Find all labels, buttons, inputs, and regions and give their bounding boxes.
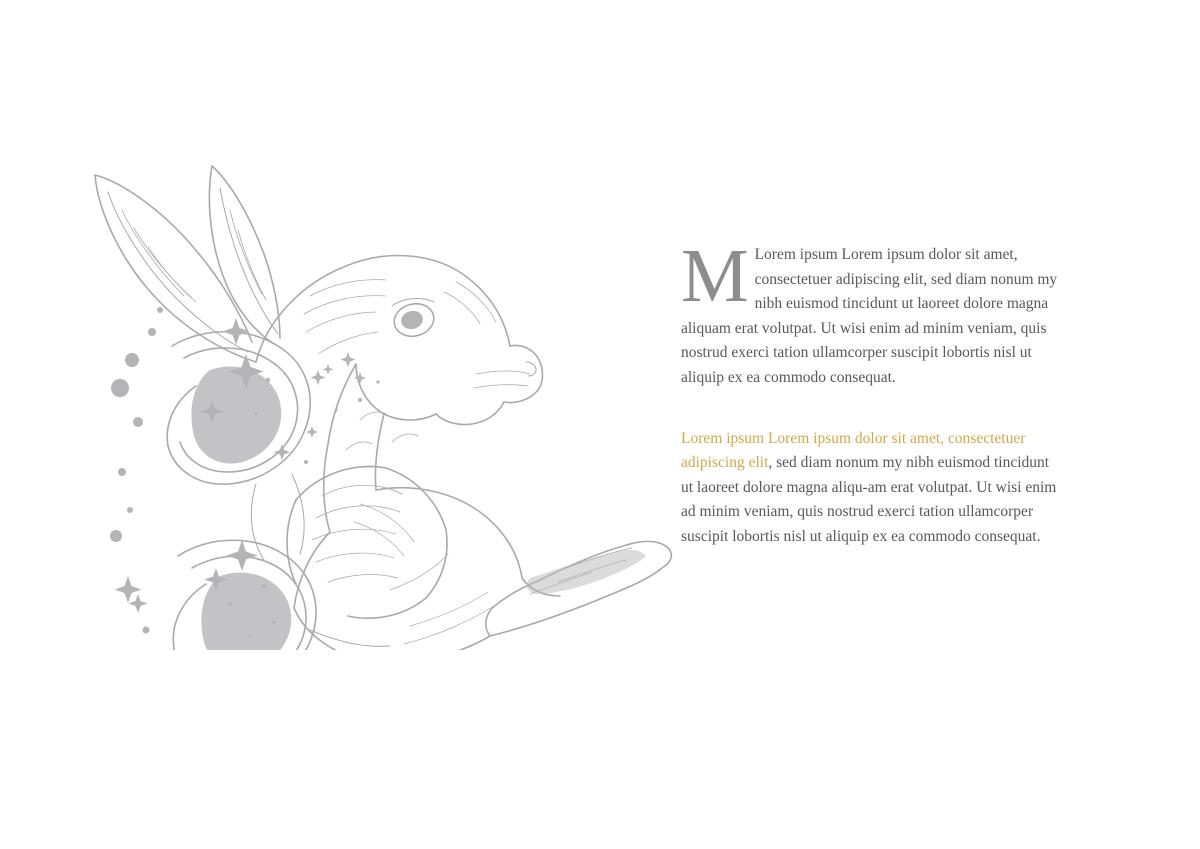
hare-illustration <box>60 70 680 650</box>
drop-cap-letter: M <box>681 234 749 318</box>
text-column <box>681 234 1061 565</box>
paragraph-one-text: Lorem ipsum Lorem ipsum dolor sit amet, consectetuer adipiscing elit, sed diam nonum my nibh euismod tincidunt ut laoreet dolore magna aliquam erat volutpat. Ut wisi enim ad minim veniam, quis nostrud exerci tation ullamcorper suscipit lobortis nisl ut aliquip ex ea commodo consequat. <box>681 246 1058 386</box>
paragraph-two-accent-text: Lorem ipsum Lorem ipsum dolor sit amet, consectetuer adipiscing elit <box>681 429 1026 472</box>
paragraph-one <box>681 234 1061 391</box>
paragraph-two-body-text: , sed diam nonum my nibh euismod tincidunt ut laoreet dolore magna aliqu-am erat volutpat. Ut wisi enim ad minim veniam, quis nostrud exerci tation ullamcorper suscipit lobortis nisl ut aliquip ex ea commodo consequat. <box>681 454 1057 545</box>
paragraph-two <box>681 427 1061 550</box>
